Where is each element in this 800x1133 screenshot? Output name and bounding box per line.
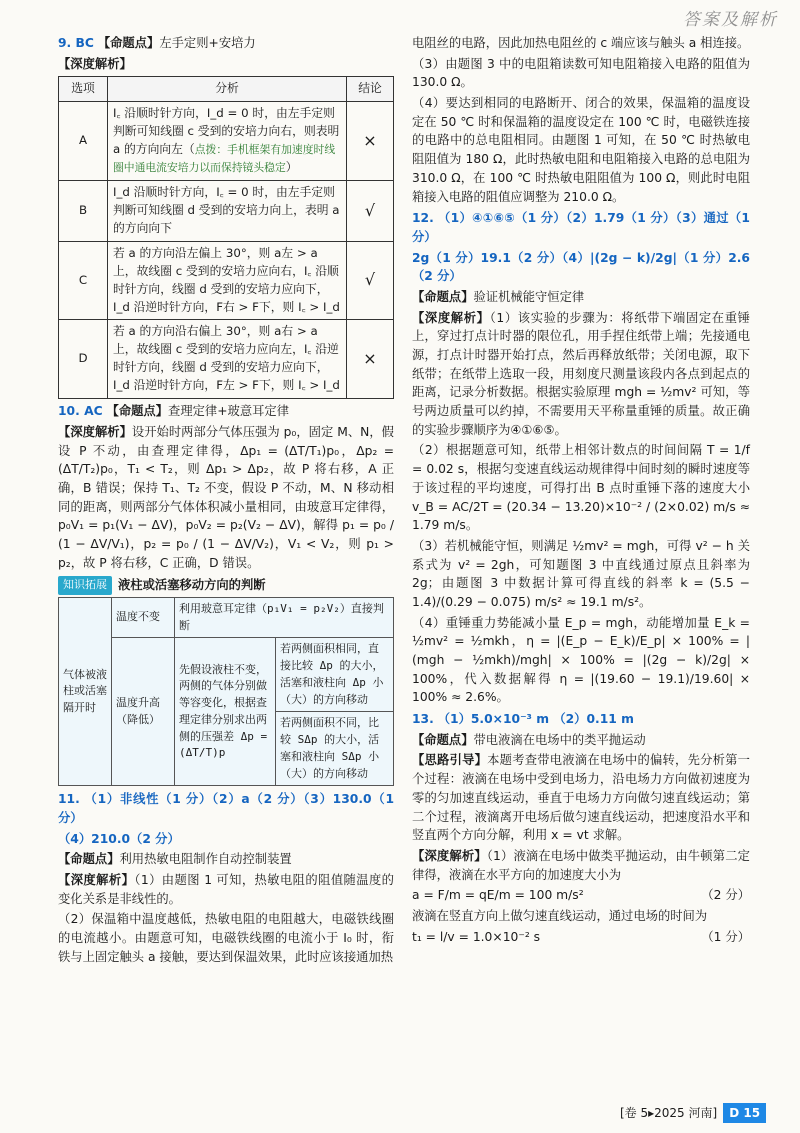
right-column [412, 34, 750, 948]
row-analysis-text: I꜀ 沿顺时针方向，I_d = 0 时，由左手定则判断可知线圈 c 受到的安培力向右，则表明 a 的方向向左（ [113, 106, 340, 157]
kx-temp-same: 温度不变 [112, 598, 175, 638]
q12-number: 12. [412, 211, 434, 226]
knowledge-badge: 知识拓展 [58, 576, 112, 595]
q9-col-option: 选项 [59, 77, 108, 102]
header-band [0, 0, 800, 30]
q11-number: 11. [58, 792, 80, 807]
q13-guide [412, 751, 750, 844]
q12-deep-tag: 【深度解析】 [412, 310, 490, 325]
knowledge-title: 液柱或活塞移动方向的判断 [118, 578, 266, 593]
q11-point-line [58, 850, 394, 869]
row-result: × [347, 102, 394, 181]
kx-boyle: 利用玻意耳定律（p₁V₁ = p₂V₂）直接判断 [175, 598, 394, 638]
q9-col-analysis: 分析 [108, 77, 347, 102]
kx-method: 先假设液柱不变，两侧的气体分别做等容变化，根据查理定律分别求出两侧的压强差 Δp = (ΔT/T)p [175, 638, 276, 786]
q11-p2: （2）保温箱中温度越低，热敏电阻的电阻越大，电磁铁线圈的电流越小。由题意可知，电磁铁线圈的电流小于 I₀ 时，衔铁与上固定触头 a 接触，要达到保温效果，此时应该接通加热 [58, 912, 394, 964]
q12-answer-line2: 2g（1 分）19.1（2 分）（4）|(2g − k)/2g|（1 分）2.6（2 分） [412, 250, 750, 284]
q10-analysis [58, 423, 394, 573]
q11-p5: （4）要达到相同的电路断开、闭合的效果，保温箱的温度设定在 50 ℃ 时和保温箱的温度设定在 100 ℃ 时，电磁铁连接的电路中的总电阻相同。由题图 1 可知，在 50 ℃ 时热敏电阻阻值为 180 Ω，此时热敏电阻和电阻箱接入电路的总电阻为 310.0 Ω，在 100 ℃ 时热敏电阻阻值为 100 Ω，则此时电阻箱接入电路的阻值应调整为 210.0 Ω。 [412, 96, 750, 204]
q12-p3: （3）若机械能守恒，则满足 ½mv² = mgh，可得 v² − h 关系式为 v² = 2gh，可知题图 3 中直线通过原点且斜率为 2g；由题图 3 中数据计算可得直线的斜率 k = (5.5 − 1.4)/(0.29 − 0.075) m/s² ≈ 19.1 m/s²。 [412, 538, 750, 609]
q9-analysis-table [58, 76, 394, 399]
q10-point: 查理定律+玻意耳定律 [168, 404, 290, 419]
q9-col-result: 结论 [347, 77, 394, 102]
knowledge-table [58, 597, 394, 786]
q13-eq2-line [412, 928, 750, 947]
q13-p2: 液滴在竖直方向上做匀速直线运动，通过电场的时间为 [412, 908, 708, 923]
kx-case-same-area: 若两侧面积相同，直接比较 Δp 的大小，活塞和液柱向 Δp 小（大）的方向移动 [276, 638, 394, 712]
q11-p3: 电阻丝的电路，因此加热电阻丝的 c 端应该与触头 a 相连接。 [412, 36, 750, 50]
q12-answer-line1: （1）④①⑥⑤（1 分）（2）1.79（1 分）（3）通过（1 分） [412, 211, 750, 244]
q11-p4: （3）由题图 3 中的电阻箱读数可知电阻箱接入电路的阻值为 130.0 Ω。 [412, 56, 750, 90]
q10-analysis-text: 设开始时两部分气体压强为 p₀，固定 M、N，假设 P 不动，由查理定律得，Δp₁ = (ΔT/T₁)p₀，Δp₂ = (ΔT/T₂)p₀，T₁ < T₂，则 Δp₁ > Δp₂，故 P 将右移，A 正确，B 错误；保持 T₁、T₂ 不变，假设 P 不动，M、N 移动相同的距离，则两部分气体体积减小量相同，由玻意耳定律得，p₀V₁ = p₁(V₁ − ΔV)，p₀V₂ = p₂(V₂ − ΔV)，解得 p₁ = p₀ / (1 − ΔV/V₁)，p₂ = p₀ / (1 − ΔV/V₂)，V₁ < V₂，则 p₁ > p₂，故 P 将右移，C 正确，D 错误。 [58, 424, 394, 570]
page-number: D 15 [723, 1103, 766, 1123]
kx-temp-rise: 温度升高（降低） [112, 638, 175, 786]
table-row [59, 180, 394, 241]
q13-guide-tag: 【思路引导】 [412, 753, 488, 768]
q11-p1: （1）由题图 1 可知，热敏电阻的阻值随温度的变化关系是非线性的。 [58, 872, 394, 906]
q11-point-tag: 【命题点】 [58, 852, 120, 867]
q12-p4: （4）重锤重力势能减小量 E_p = mgh，动能增加量 E_k = ½mv² = ½mkh，η = |(E_p − E_k)/E_p| × 100% = |(mgh − ½mkh)/mgh| × 100% = |(2g − k)/2g| × 100%，代入数据解得 η = |(19.60 − 19.1)/19.60| × 100% ≈ 2.6%。 [412, 615, 750, 705]
row-tip: 点拨：手机框架有加速度时线圈中通电流安培力以而保持镜头稳定 [113, 143, 336, 175]
q13-eq1-mark: （2 分） [701, 888, 750, 903]
q12-p2: （2）根据题意可知，纸带上相邻计数点的时间间隔 T = 1/f = 0.02 s，根据匀变速直线运动规律得中间时刻的瞬时速度等于该过程的平均速度，可得打出 B 点时重锤下落的速度大小 v_B = AC/2T = (20.34 − 13.20)×10⁻² / (2×0.02) m/s ≈ 1.79 m/s。 [412, 443, 750, 533]
q13-eq2: t₁ = l/v = 1.0×10⁻² s [412, 929, 541, 944]
row-result: × [347, 320, 394, 399]
footer-text: [卷 5▸2025 河南] [620, 1106, 718, 1120]
kx-row-label: 气体被液柱或活塞隔开时 [59, 598, 112, 786]
row-analysis-tail: ） [285, 160, 298, 175]
row-analysis: 若 a 的方向沿右偏上 30°，则 a右 > a上，故线圈 c 受到的安培力应向左，I꜀ 沿逆时针方向，线圈 d 受到的安培力应向下，I_d 沿逆时针方向，F左 > F下，则 I꜀ > I_d [108, 320, 347, 399]
q9-point-tag: 【命题点】 [97, 36, 160, 50]
q11-answer [58, 790, 394, 827]
table-row [59, 102, 394, 181]
row-option: B [59, 180, 108, 241]
q11-point: 利用热敏电阻制作自动控制装置 [119, 852, 292, 867]
row-option: A [59, 102, 108, 181]
row-result: √ [347, 180, 394, 241]
row-analysis: 若 a 的方向沿左偏上 30°，则 a左 > a上，故线圈 c 受到的安培力应向右，I꜀ 沿顺时针方向，线圈 d 受到的安培力应向下，I_d 沿逆时针方向，F右 > F下，则 I꜀ > I_d [108, 241, 347, 320]
q9-point: 左手定则+安培力 [159, 36, 256, 50]
left-column [58, 34, 394, 968]
q9-table-header [59, 77, 394, 102]
q11-deep-tag: 【深度解析】 [58, 872, 135, 887]
q9-deep-tag: 【深度解析】 [58, 56, 132, 71]
q13-guide-text: 本题考查带电液滴在电场中的偏转，先分析第一个过程：液滴在电场中受到电场力，沿电场力方向做初速度为零的匀加速直线运动，垂直于电场力方向做匀速直线运动；第二个过程，液滴离开电场后做匀速直线运动，把速度沿水平和竖直两个方向分解，利用 x = vt 求解。 [412, 753, 750, 843]
table-row [59, 241, 394, 320]
table-row [59, 598, 394, 638]
brand-title: 答案及解析 [683, 10, 778, 30]
q9-number: 9. BC [58, 36, 94, 50]
row-analysis [108, 102, 347, 181]
q13-eq1-line [412, 886, 750, 905]
q12-answer [412, 209, 750, 246]
row-analysis: I_d 沿顺时针方向，I꜀ = 0 时，由左手定则判断可知线圈 d 受到的安培力向上，表明 a 的方向向下 [108, 180, 347, 241]
q11-answer-line1: （1）非线性（1 分）（2）a（2 分）（3）130.0（1 分） [58, 792, 394, 825]
q13-deep-tag: 【深度解析】 [412, 848, 487, 863]
q10-heading [58, 402, 394, 421]
page-footer [620, 1103, 766, 1123]
row-result: √ [347, 241, 394, 320]
q12-analysis-1 [412, 309, 750, 440]
q10-number: 10. AC [58, 404, 103, 419]
q12-point-line [412, 288, 750, 307]
q13-answer-text: （1）5.0×10⁻³ m （2）0.11 m [437, 712, 634, 727]
q13-answer [412, 710, 750, 729]
q13-eq1: a = F/m = qE/m = 100 m/s² [412, 888, 584, 903]
q13-p1: （1）液滴在电场中做类平抛运动，由牛顿第二定律得，液滴在水平方向的加速度大小为 [412, 848, 750, 882]
kx-case-diff-area: 若两侧面积不同，比较 SΔp 的大小，活塞和液柱向 SΔp 小（大）的方向移动 [276, 712, 394, 786]
q13-number: 13. [412, 712, 434, 727]
q10-point-tag: 【命题点】 [106, 404, 169, 419]
q10-deep-tag: 【深度解析】 [58, 424, 132, 439]
q12-point: 验证机械能守恒定律 [473, 289, 585, 304]
q13-point-tag: 【命题点】 [412, 732, 474, 747]
row-option: D [59, 320, 108, 399]
q11-answer-line2: （4）210.0（2 分） [58, 831, 180, 846]
knowledge-extension-header [58, 576, 394, 595]
q13-point: 带电液滴在电场中的类平抛运动 [473, 732, 646, 747]
q13-analysis-1 [412, 847, 750, 884]
q12-point-tag: 【命题点】 [412, 289, 474, 304]
q13-point-line [412, 731, 750, 750]
row-option: C [59, 241, 108, 320]
q12-p1: （1）该实验的步骤为：将纸带下端固定在重锤上，穿过打点计时器的限位孔，用手捏住纸带上端；先接通电源，打点计时器开始打点，然后再释放纸带；关闭电源，取下纸带；在纸带上选取一段，用刻度尺测量该段内各点到起点的距离，记录分析数据。根据实验原理 mgh = ½mv² 可知，等号两边质量可以约掉，不需要用天平称量重锤的质量。故正确的实验步骤顺序为④①⑥⑤。 [412, 310, 750, 437]
q13-eq2-mark: （1 分） [701, 929, 750, 944]
q11-analysis-1 [58, 871, 394, 908]
table-row [59, 320, 394, 399]
q9-heading [58, 34, 394, 53]
